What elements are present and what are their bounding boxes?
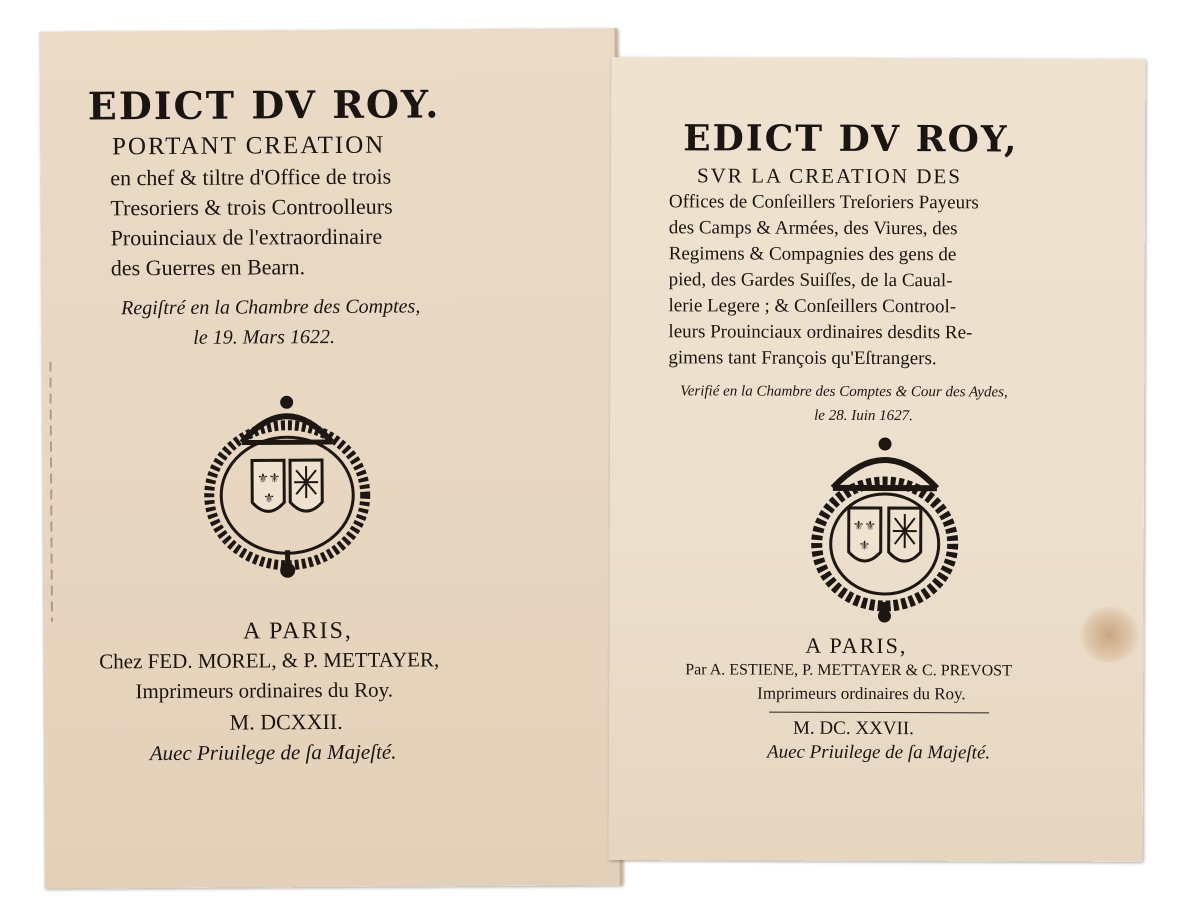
right-year: M. DC. XXVII. <box>793 717 914 740</box>
right-line-7: leurs Prouinciaux ordinaires desdits Re- <box>668 321 973 344</box>
right-line-5: pied, des Gardes Suiſſes, de la Caual- <box>668 269 953 292</box>
svg-text:⚜⚜: ⚜⚜ <box>852 518 877 534</box>
svg-text:⚜: ⚜ <box>263 491 275 507</box>
right-title: EDICT DV ROY, <box>683 117 1019 161</box>
left-printer-title: Imprimeurs ordinaires du Roy. <box>135 677 394 704</box>
left-registration-1: Regiſtré en la Chambre des Comptes, <box>121 295 421 320</box>
right-place: A PARIS, <box>805 632 908 659</box>
left-line-4: Prouinciaux de l'extraordinaire <box>110 223 383 251</box>
svg-text:⚜: ⚜ <box>858 538 871 554</box>
right-title-page <box>609 57 1146 862</box>
right-registration-2: le 28. Iuin 1627. <box>814 407 913 425</box>
left-privilege: Auec Priuilege de ſa Majeſté. <box>149 739 397 766</box>
divider-rule <box>769 712 989 714</box>
right-printer-title: Imprimeurs ordinaires du Roy. <box>757 683 966 704</box>
right-line-1: SVR LA CREATION DES <box>696 163 962 189</box>
paper-stain <box>1079 607 1139 663</box>
left-title-page <box>39 28 622 889</box>
right-line-4: Regimens & Compagnies des gens de <box>668 243 957 266</box>
right-privilege: Auec Priuilege de ſa Majeſté. <box>766 741 991 764</box>
left-year: M. DCXXII. <box>229 708 343 735</box>
right-line-8: gimens tant François qu'Eſtrangers. <box>668 347 937 370</box>
left-line-3: Tresoriers & trois Controolleurs <box>110 193 393 221</box>
right-line-2: Offices de Conſeillers Treſoriers Payeurs <box>668 191 979 214</box>
svg-text:⚜⚜: ⚜⚜ <box>257 471 281 487</box>
right-line-3: des Camps & Armées, des Viures, des <box>668 217 958 240</box>
stitching-marks <box>49 362 53 622</box>
right-printer: Par A. ESTIENE, P. METTAYER & C. PREVOST <box>685 661 1012 680</box>
left-line-1: PORTANT CREATION <box>112 131 386 161</box>
right-line-6: lerie Legere ; & Conſeillers Controol- <box>668 295 957 318</box>
royal-arms-crest-icon <box>202 390 373 581</box>
right-registration-1: Verifié en la Chambre des Comptes & Cour des Aydes, <box>680 383 1008 401</box>
left-line-2: en chef & tiltre d'Office de trois <box>110 163 392 191</box>
left-printer: Chez FED. MOREL, & P. METTAYER, <box>99 647 440 674</box>
left-title: EDICT DV ROY. <box>87 81 441 129</box>
royal-arms-crest-icon <box>804 434 965 625</box>
left-registration-2: le 19. Mars 1622. <box>193 325 335 349</box>
left-line-5: des Guerres en Bearn. <box>110 254 306 281</box>
left-place: A PARIS, <box>242 617 353 645</box>
